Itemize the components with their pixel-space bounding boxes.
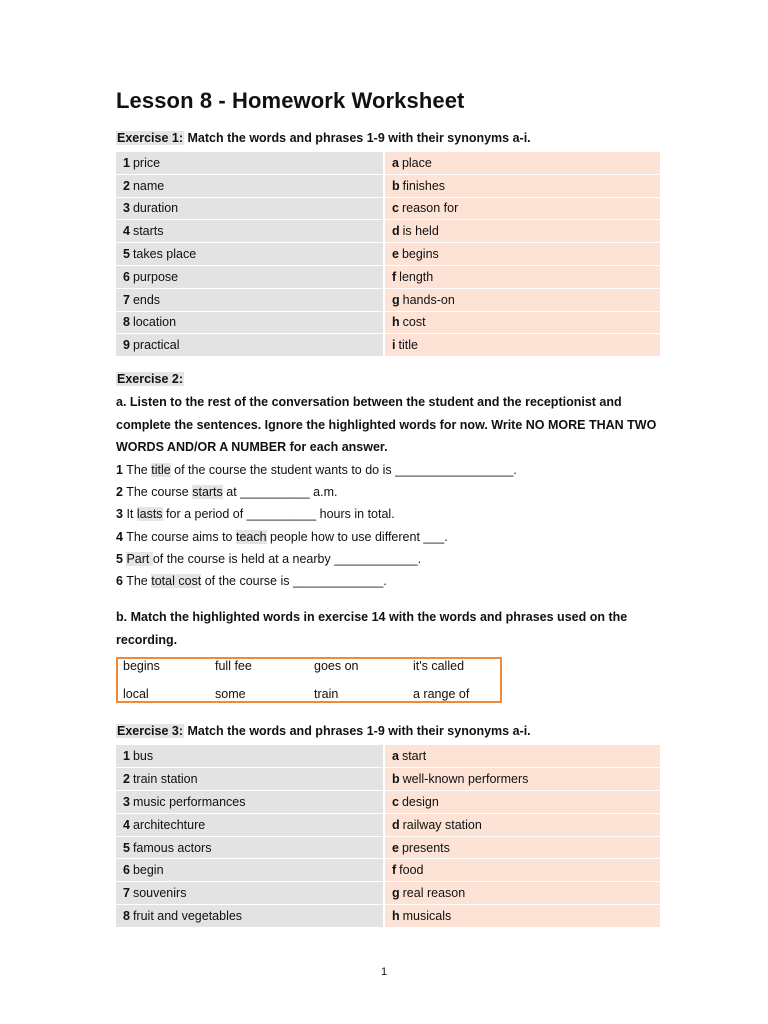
synonym-cell bbox=[385, 859, 660, 881]
term-cell bbox=[116, 905, 385, 927]
synonym-text: hands-on bbox=[402, 292, 455, 307]
synonym-cell bbox=[385, 768, 660, 790]
term-cell bbox=[116, 289, 385, 311]
question-pre: The course aims to bbox=[126, 529, 236, 544]
question-post: for a period of __________ hours in total. bbox=[162, 507, 395, 522]
word-box-item: goes on bbox=[314, 659, 359, 674]
exercise-2a-questions bbox=[116, 459, 658, 593]
highlighted-word: total cost bbox=[151, 574, 202, 589]
term-cell bbox=[116, 220, 385, 242]
highlighted-word: lasts bbox=[136, 507, 163, 522]
exercise-2-heading bbox=[116, 371, 658, 387]
synonym-cell bbox=[385, 745, 660, 767]
question-line bbox=[116, 503, 658, 525]
term-cell bbox=[116, 768, 385, 790]
synonym-letter: d bbox=[392, 224, 400, 239]
synonym-letter: e bbox=[392, 247, 399, 262]
exercise-3-instruction: Match the words and phrases 1-9 with their synonyms a-i. bbox=[187, 724, 531, 739]
table-row bbox=[116, 814, 660, 836]
term-number: 8 bbox=[123, 315, 130, 330]
exercise-3-label: Exercise 3: bbox=[117, 724, 184, 739]
exercise-2-label: Exercise 2: bbox=[117, 372, 184, 387]
synonym-text: presents bbox=[401, 840, 450, 855]
question-line bbox=[116, 459, 658, 481]
word-box-item: some bbox=[215, 687, 246, 702]
term-number: 2 bbox=[123, 772, 130, 787]
synonym-text: begins bbox=[401, 247, 439, 262]
question-pre: The course bbox=[126, 484, 193, 499]
word-box bbox=[116, 657, 502, 703]
term-number: 7 bbox=[123, 292, 130, 307]
highlighted-word: teach bbox=[235, 529, 267, 544]
synonym-letter: h bbox=[392, 908, 400, 923]
synonym-text: title bbox=[398, 338, 418, 353]
table-row bbox=[116, 837, 660, 859]
synonym-cell bbox=[385, 220, 660, 242]
term-cell bbox=[116, 243, 385, 265]
question-post: of the course the student wants to do is _________________. bbox=[170, 462, 517, 477]
term-cell bbox=[116, 198, 385, 220]
question-post: people how to use different ___. bbox=[266, 529, 448, 544]
term-text: architechture bbox=[132, 817, 206, 832]
synonym-letter: g bbox=[392, 292, 400, 307]
table-row bbox=[116, 882, 660, 904]
synonym-cell bbox=[385, 198, 660, 220]
highlighted-word: starts bbox=[192, 484, 223, 499]
word-box-item: train bbox=[314, 687, 339, 702]
synonym-text: reason for bbox=[401, 201, 459, 216]
term-number: 4 bbox=[123, 817, 130, 832]
synonym-text: start bbox=[401, 749, 427, 764]
term-text: location bbox=[132, 315, 177, 330]
table-row bbox=[116, 334, 660, 356]
term-number: 3 bbox=[123, 201, 130, 216]
synonym-text: food bbox=[399, 863, 424, 878]
table-row bbox=[116, 791, 660, 813]
question-number: 6 bbox=[116, 574, 123, 589]
synonym-cell bbox=[385, 266, 660, 288]
term-cell bbox=[116, 837, 385, 859]
question-post: of the course is _____________. bbox=[201, 574, 387, 589]
exercise-3-heading bbox=[116, 723, 658, 739]
term-text: famous actors bbox=[132, 840, 212, 855]
question-pre: It bbox=[126, 507, 137, 522]
term-cell bbox=[116, 882, 385, 904]
word-box-item: full fee bbox=[215, 659, 252, 674]
synonym-text: length bbox=[399, 269, 434, 284]
synonym-cell bbox=[385, 882, 660, 904]
question-pre: The bbox=[126, 462, 152, 477]
synonym-letter: h bbox=[392, 315, 400, 330]
question-line bbox=[116, 548, 658, 570]
term-text: begin bbox=[132, 863, 164, 878]
synonym-cell bbox=[385, 243, 660, 265]
synonym-text: well-known performers bbox=[402, 772, 529, 787]
question-number: 5 bbox=[116, 551, 123, 566]
term-number: 1 bbox=[123, 749, 130, 764]
synonym-letter: a bbox=[392, 749, 399, 764]
synonym-letter: e bbox=[392, 840, 399, 855]
page-title: Lesson 8 - Homework Worksheet bbox=[116, 88, 465, 113]
term-number: 3 bbox=[123, 794, 130, 809]
synonym-letter: c bbox=[392, 794, 399, 809]
term-text: fruit and vegetables bbox=[132, 908, 243, 923]
table-row bbox=[116, 859, 660, 881]
synonym-letter: g bbox=[392, 886, 400, 901]
synonym-text: finishes bbox=[402, 178, 446, 193]
synonym-cell bbox=[385, 837, 660, 859]
question-number: 2 bbox=[116, 484, 123, 499]
question-pre: The bbox=[126, 574, 152, 589]
term-number: 6 bbox=[123, 863, 130, 878]
term-text: souvenirs bbox=[132, 886, 187, 901]
table-row bbox=[116, 289, 660, 311]
highlighted-word: title bbox=[151, 462, 171, 477]
term-text: bus bbox=[132, 749, 154, 764]
term-text: duration bbox=[132, 201, 179, 216]
synonym-letter: b bbox=[392, 178, 400, 193]
term-text: ends bbox=[132, 292, 161, 307]
synonym-cell bbox=[385, 791, 660, 813]
synonym-cell bbox=[385, 175, 660, 197]
question-line bbox=[116, 570, 658, 592]
exercise-2b-instructions: b. Match the highlighted words in exercise 14 with the words and phrases used on the recording. bbox=[116, 610, 628, 647]
exercise-1-label: Exercise 1: bbox=[117, 131, 184, 145]
exercise-2a-instructions: a. Listen to the rest of the conversation between the student and the receptionist and complete the sentences. Ignore the highlighted words for now. Write NO MORE THAN TWO WORDS AND/OR A NUMBER for each answer. bbox=[116, 395, 657, 455]
table-row bbox=[116, 768, 660, 790]
synonym-cell bbox=[385, 152, 660, 174]
worksheet-page bbox=[116, 84, 658, 928]
table-row bbox=[116, 745, 660, 767]
synonym-letter: i bbox=[392, 338, 396, 353]
table-row bbox=[116, 266, 660, 288]
synonym-cell bbox=[385, 312, 660, 334]
word-box-item: local bbox=[123, 687, 149, 702]
exercise-1-heading bbox=[116, 130, 658, 146]
synonym-letter: a bbox=[392, 155, 399, 170]
table-row bbox=[116, 243, 660, 265]
term-number: 6 bbox=[123, 269, 130, 284]
word-box-item: a range of bbox=[413, 687, 470, 702]
table-row bbox=[116, 220, 660, 242]
exercise-3-table bbox=[116, 744, 660, 927]
term-text: starts bbox=[132, 224, 164, 239]
term-cell bbox=[116, 859, 385, 881]
term-number: 5 bbox=[123, 840, 130, 855]
term-text: purpose bbox=[132, 269, 179, 284]
term-cell bbox=[116, 312, 385, 334]
word-box-item: it's called bbox=[413, 659, 465, 674]
synonym-text: place bbox=[401, 155, 432, 170]
table-row bbox=[116, 312, 660, 334]
term-text: music performances bbox=[132, 794, 246, 809]
term-number: 2 bbox=[123, 178, 130, 193]
table-row bbox=[116, 152, 660, 174]
question-post: at __________ a.m. bbox=[222, 484, 338, 499]
term-text: name bbox=[132, 178, 165, 193]
exercise-1-instruction: Match the words and phrases 1-9 with their synonyms a-i. bbox=[187, 131, 531, 145]
term-cell bbox=[116, 152, 385, 174]
question-line bbox=[116, 526, 658, 548]
term-cell bbox=[116, 334, 385, 356]
term-cell bbox=[116, 814, 385, 836]
synonym-cell bbox=[385, 814, 660, 836]
synonym-letter: c bbox=[392, 201, 399, 216]
synonym-text: design bbox=[401, 794, 439, 809]
term-number: 4 bbox=[123, 224, 130, 239]
term-cell bbox=[116, 745, 385, 767]
synonym-letter: f bbox=[392, 269, 397, 284]
synonym-text: cost bbox=[402, 315, 426, 330]
exercise-1-table bbox=[116, 151, 660, 357]
term-cell bbox=[116, 266, 385, 288]
term-text: price bbox=[132, 155, 161, 170]
question-post: of the course is held at a nearby ____________. bbox=[152, 551, 422, 566]
table-row bbox=[116, 905, 660, 927]
term-text: train station bbox=[132, 772, 198, 787]
term-text: takes place bbox=[132, 247, 197, 262]
term-cell bbox=[116, 175, 385, 197]
question-number: 1 bbox=[116, 462, 123, 477]
synonym-text: musicals bbox=[402, 908, 452, 923]
synonym-letter: b bbox=[392, 772, 400, 787]
table-row bbox=[116, 198, 660, 220]
table-row bbox=[116, 175, 660, 197]
term-number: 5 bbox=[123, 247, 130, 262]
synonym-text: railway station bbox=[402, 817, 482, 832]
word-box-item: begins bbox=[123, 659, 160, 674]
synonym-cell bbox=[385, 334, 660, 356]
synonym-text: real reason bbox=[402, 886, 466, 901]
term-number: 1 bbox=[123, 155, 130, 170]
synonym-cell bbox=[385, 289, 660, 311]
term-number: 8 bbox=[123, 908, 130, 923]
page-number: 1 bbox=[380, 966, 388, 978]
synonym-letter: d bbox=[392, 817, 400, 832]
highlighted-word: Part bbox=[126, 551, 153, 566]
question-line bbox=[116, 481, 658, 503]
term-number: 9 bbox=[123, 338, 130, 353]
synonym-letter: f bbox=[392, 863, 397, 878]
question-number: 3 bbox=[116, 507, 123, 522]
term-text: practical bbox=[132, 338, 180, 353]
term-number: 7 bbox=[123, 886, 130, 901]
synonym-text: is held bbox=[402, 224, 439, 239]
question-number: 4 bbox=[116, 529, 123, 544]
term-cell bbox=[116, 791, 385, 813]
synonym-cell bbox=[385, 905, 660, 927]
